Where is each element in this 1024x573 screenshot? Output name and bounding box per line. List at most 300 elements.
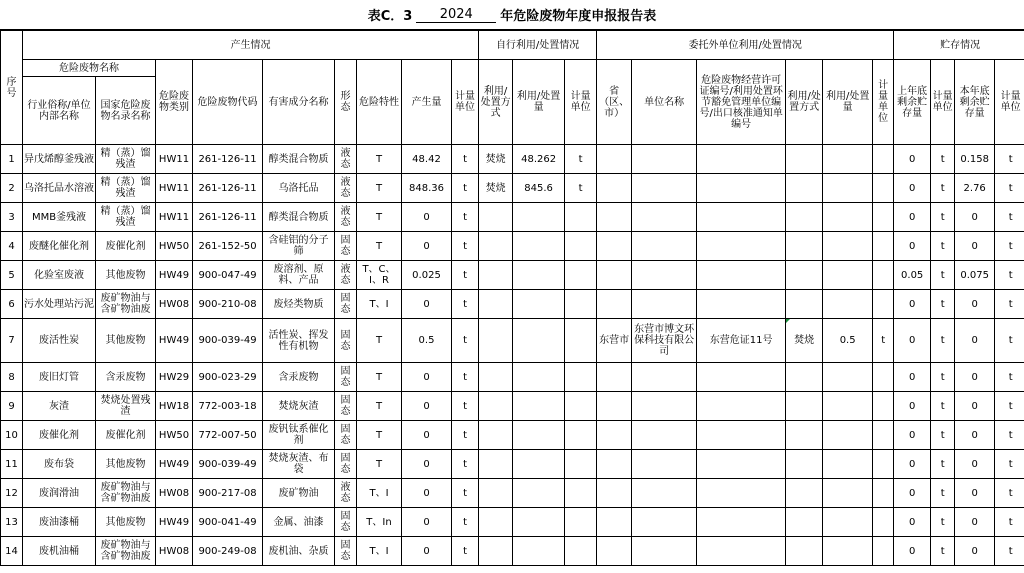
table-cell[interactable] bbox=[632, 479, 697, 508]
table-cell[interactable]: 醇类混合物质 bbox=[263, 145, 335, 174]
table-cell[interactable]: 0 bbox=[955, 421, 995, 450]
table-cell[interactable] bbox=[597, 261, 632, 290]
table-cell[interactable]: 900-039-49 bbox=[193, 450, 263, 479]
table-cell[interactable]: 0 bbox=[894, 421, 931, 450]
table-cell[interactable] bbox=[873, 392, 894, 421]
table-cell[interactable]: 0 bbox=[894, 508, 931, 537]
table-cell[interactable]: 772-007-50 bbox=[193, 421, 263, 450]
table-cell[interactable] bbox=[513, 232, 565, 261]
table-cell[interactable]: t bbox=[452, 537, 479, 566]
table-cell[interactable]: 0 bbox=[402, 290, 452, 319]
table-cell[interactable] bbox=[873, 290, 894, 319]
table-cell[interactable] bbox=[873, 421, 894, 450]
table-cell[interactable]: 900-249-08 bbox=[193, 537, 263, 566]
table-cell[interactable] bbox=[873, 508, 894, 537]
table-cell[interactable] bbox=[786, 203, 823, 232]
table-cell[interactable]: HW08 bbox=[156, 479, 193, 508]
table-cell[interactable] bbox=[479, 537, 513, 566]
table-cell[interactable] bbox=[479, 392, 513, 421]
table-cell[interactable] bbox=[479, 261, 513, 290]
table-cell[interactable]: t bbox=[452, 392, 479, 421]
table-cell[interactable]: 1 bbox=[1, 145, 23, 174]
table-cell[interactable]: 0 bbox=[955, 203, 995, 232]
table-cell[interactable] bbox=[597, 203, 632, 232]
table-cell[interactable]: 2 bbox=[1, 174, 23, 203]
table-cell[interactable]: T bbox=[357, 450, 402, 479]
table-cell[interactable]: 废矿物油与含矿物油废 bbox=[96, 537, 156, 566]
table-cell[interactable]: 900-041-49 bbox=[193, 508, 263, 537]
table-cell[interactable]: t bbox=[995, 232, 1024, 261]
table-cell[interactable]: HW49 bbox=[156, 261, 193, 290]
table-cell[interactable]: 固态 bbox=[335, 392, 357, 421]
table-cell[interactable]: T、I bbox=[357, 290, 402, 319]
table-cell[interactable]: t bbox=[452, 232, 479, 261]
table-cell[interactable]: HW49 bbox=[156, 450, 193, 479]
table-cell[interactable] bbox=[513, 203, 565, 232]
table-cell[interactable] bbox=[786, 174, 823, 203]
table-cell[interactable]: 含汞废物 bbox=[263, 363, 335, 392]
table-cell[interactable] bbox=[873, 174, 894, 203]
table-cell[interactable]: 废活性炭 bbox=[23, 319, 96, 363]
table-cell[interactable]: 焚烧灰渣、布袋 bbox=[263, 450, 335, 479]
table-cell[interactable]: 乌洛托品水溶液 bbox=[23, 174, 96, 203]
table-cell[interactable] bbox=[873, 145, 894, 174]
table-cell[interactable] bbox=[565, 290, 597, 319]
table-cell[interactable]: 0 bbox=[955, 319, 995, 363]
table-cell[interactable]: 900-023-29 bbox=[193, 363, 263, 392]
table-cell[interactable] bbox=[632, 261, 697, 290]
table-cell[interactable]: 东营市 bbox=[597, 319, 632, 363]
table-cell[interactable]: 0 bbox=[402, 203, 452, 232]
table-cell[interactable] bbox=[632, 508, 697, 537]
table-cell[interactable]: 0.05 bbox=[894, 261, 931, 290]
table-cell[interactable]: 848.36 bbox=[402, 174, 452, 203]
table-cell[interactable]: t bbox=[995, 421, 1024, 450]
table-cell[interactable]: t bbox=[452, 203, 479, 232]
table-cell[interactable] bbox=[513, 537, 565, 566]
table-cell[interactable]: t bbox=[565, 174, 597, 203]
table-cell[interactable]: 东营市博文环保科技有限公司 bbox=[632, 319, 697, 363]
table-cell[interactable] bbox=[823, 290, 873, 319]
table-cell[interactable] bbox=[632, 450, 697, 479]
table-cell[interactable]: t bbox=[995, 537, 1024, 566]
table-cell[interactable] bbox=[597, 363, 632, 392]
table-cell[interactable] bbox=[565, 261, 597, 290]
table-cell[interactable] bbox=[873, 261, 894, 290]
table-cell[interactable]: 900-217-08 bbox=[193, 479, 263, 508]
table-cell[interactable]: t bbox=[452, 261, 479, 290]
table-cell[interactable]: 废矿物油与含矿物油废 bbox=[96, 290, 156, 319]
table-cell[interactable] bbox=[597, 508, 632, 537]
table-cell[interactable]: t bbox=[452, 145, 479, 174]
table-cell[interactable] bbox=[873, 363, 894, 392]
table-cell[interactable] bbox=[786, 363, 823, 392]
table-cell[interactable]: 0 bbox=[894, 319, 931, 363]
table-cell[interactable]: t bbox=[995, 479, 1024, 508]
table-cell[interactable] bbox=[697, 203, 786, 232]
table-cell[interactable]: HW18 bbox=[156, 392, 193, 421]
table-cell[interactable] bbox=[565, 479, 597, 508]
table-cell[interactable] bbox=[786, 261, 823, 290]
table-cell[interactable]: 固态 bbox=[335, 421, 357, 450]
table-cell[interactable]: t bbox=[931, 232, 955, 261]
table-cell[interactable] bbox=[479, 363, 513, 392]
table-cell[interactable]: t bbox=[565, 145, 597, 174]
table-cell[interactable]: 废烃类物质 bbox=[263, 290, 335, 319]
table-cell[interactable]: 0 bbox=[402, 392, 452, 421]
table-cell[interactable]: t bbox=[452, 421, 479, 450]
table-cell[interactable] bbox=[513, 261, 565, 290]
table-cell[interactable]: t bbox=[931, 203, 955, 232]
table-cell[interactable]: 固态 bbox=[335, 508, 357, 537]
table-cell[interactable]: 废钒钛系催化剂 bbox=[263, 421, 335, 450]
table-cell[interactable]: t bbox=[931, 145, 955, 174]
table-cell[interactable] bbox=[786, 479, 823, 508]
table-cell[interactable] bbox=[513, 290, 565, 319]
table-cell[interactable] bbox=[479, 232, 513, 261]
table-cell[interactable] bbox=[697, 290, 786, 319]
table-cell[interactable]: HW08 bbox=[156, 537, 193, 566]
table-cell[interactable]: t bbox=[995, 290, 1024, 319]
table-cell[interactable]: 6 bbox=[1, 290, 23, 319]
table-cell[interactable] bbox=[565, 508, 597, 537]
table-cell[interactable] bbox=[697, 174, 786, 203]
table-cell[interactable]: HW11 bbox=[156, 145, 193, 174]
table-cell[interactable]: 900-047-49 bbox=[193, 261, 263, 290]
table-cell[interactable]: 0 bbox=[955, 290, 995, 319]
table-cell[interactable]: 焚烧 bbox=[479, 174, 513, 203]
table-cell[interactable] bbox=[823, 450, 873, 479]
table-cell[interactable]: 含硅铝的分子筛 bbox=[263, 232, 335, 261]
table-cell[interactable] bbox=[597, 450, 632, 479]
table-cell[interactable]: 废润滑油 bbox=[23, 479, 96, 508]
table-cell[interactable]: t bbox=[452, 508, 479, 537]
table-cell[interactable] bbox=[513, 363, 565, 392]
table-cell[interactable]: t bbox=[995, 174, 1024, 203]
table-cell[interactable]: t bbox=[931, 290, 955, 319]
table-cell[interactable]: 废布袋 bbox=[23, 450, 96, 479]
table-cell[interactable]: 异戊烯醇釜残液 bbox=[23, 145, 96, 174]
table-cell[interactable]: 13 bbox=[1, 508, 23, 537]
table-cell[interactable] bbox=[873, 450, 894, 479]
table-cell[interactable] bbox=[565, 232, 597, 261]
table-cell[interactable]: 废醚化催化剂 bbox=[23, 232, 96, 261]
table-cell[interactable]: HW08 bbox=[156, 290, 193, 319]
table-cell[interactable] bbox=[873, 232, 894, 261]
table-cell[interactable]: 0.075 bbox=[955, 261, 995, 290]
table-cell[interactable]: 0 bbox=[402, 537, 452, 566]
table-cell[interactable] bbox=[697, 421, 786, 450]
table-cell[interactable]: 固态 bbox=[335, 537, 357, 566]
table-cell[interactable] bbox=[565, 537, 597, 566]
table-cell[interactable] bbox=[565, 450, 597, 479]
table-cell[interactable]: HW11 bbox=[156, 174, 193, 203]
table-cell[interactable]: 0 bbox=[402, 363, 452, 392]
table-cell[interactable]: 0 bbox=[955, 232, 995, 261]
table-cell[interactable] bbox=[873, 537, 894, 566]
table-cell[interactable]: t bbox=[995, 508, 1024, 537]
table-cell[interactable]: T、I bbox=[357, 479, 402, 508]
table-cell[interactable]: 0 bbox=[894, 537, 931, 566]
table-cell[interactable] bbox=[786, 421, 823, 450]
table-cell[interactable]: 48.262 bbox=[513, 145, 565, 174]
table-cell[interactable] bbox=[479, 203, 513, 232]
table-cell[interactable]: 14 bbox=[1, 537, 23, 566]
table-cell[interactable]: 含汞废物 bbox=[96, 363, 156, 392]
table-cell[interactable] bbox=[632, 392, 697, 421]
table-cell[interactable] bbox=[823, 174, 873, 203]
table-cell[interactable] bbox=[697, 479, 786, 508]
table-cell[interactable]: 焚烧 bbox=[479, 145, 513, 174]
table-cell[interactable]: 液态 bbox=[335, 145, 357, 174]
table-cell[interactable]: 其他废物 bbox=[96, 508, 156, 537]
table-cell[interactable] bbox=[632, 363, 697, 392]
table-cell[interactable]: HW29 bbox=[156, 363, 193, 392]
table-cell[interactable]: T bbox=[357, 319, 402, 363]
table-cell[interactable] bbox=[597, 537, 632, 566]
table-cell[interactable] bbox=[786, 450, 823, 479]
table-cell[interactable]: 废矿物油 bbox=[263, 479, 335, 508]
table-cell[interactable]: 9 bbox=[1, 392, 23, 421]
table-cell[interactable]: t bbox=[931, 174, 955, 203]
table-cell[interactable]: T、C、I、R bbox=[357, 261, 402, 290]
table-cell[interactable]: 废旧灯管 bbox=[23, 363, 96, 392]
table-cell[interactable]: HW49 bbox=[156, 508, 193, 537]
table-cell[interactable]: 0 bbox=[894, 479, 931, 508]
table-cell[interactable] bbox=[697, 363, 786, 392]
table-cell[interactable]: 261-126-11 bbox=[193, 203, 263, 232]
table-cell[interactable] bbox=[597, 421, 632, 450]
table-cell[interactable] bbox=[632, 232, 697, 261]
table-cell[interactable]: 其他废物 bbox=[96, 450, 156, 479]
table-cell[interactable] bbox=[697, 232, 786, 261]
table-cell[interactable]: HW11 bbox=[156, 203, 193, 232]
table-cell[interactable]: 废溶剂、原料、产品 bbox=[263, 261, 335, 290]
table-cell[interactable] bbox=[697, 145, 786, 174]
table-cell[interactable]: MMB釜残液 bbox=[23, 203, 96, 232]
table-cell[interactable]: 0 bbox=[955, 450, 995, 479]
table-cell[interactable]: 900-210-08 bbox=[193, 290, 263, 319]
table-cell[interactable]: 精（蒸）馏残渣 bbox=[96, 174, 156, 203]
table-cell[interactable]: 5 bbox=[1, 261, 23, 290]
table-cell[interactable]: 0.5 bbox=[402, 319, 452, 363]
table-cell[interactable] bbox=[632, 174, 697, 203]
table-cell[interactable]: 2.76 bbox=[955, 174, 995, 203]
table-cell[interactable]: 11 bbox=[1, 450, 23, 479]
table-cell[interactable]: HW50 bbox=[156, 232, 193, 261]
table-cell[interactable]: 0 bbox=[894, 392, 931, 421]
table-cell[interactable]: t bbox=[995, 203, 1024, 232]
table-cell[interactable]: t bbox=[931, 392, 955, 421]
table-cell[interactable]: 醇类混合物质 bbox=[263, 203, 335, 232]
table-cell[interactable] bbox=[597, 174, 632, 203]
table-cell[interactable]: 其他废物 bbox=[96, 261, 156, 290]
table-cell[interactable]: 废机油、杂质 bbox=[263, 537, 335, 566]
table-cell[interactable]: t bbox=[931, 363, 955, 392]
table-cell[interactable]: 化验室废液 bbox=[23, 261, 96, 290]
table-cell[interactable] bbox=[823, 261, 873, 290]
table-cell[interactable]: 液态 bbox=[335, 203, 357, 232]
table-cell[interactable] bbox=[632, 290, 697, 319]
table-cell[interactable]: 0 bbox=[955, 508, 995, 537]
table-cell[interactable]: 0 bbox=[955, 537, 995, 566]
table-cell[interactable] bbox=[697, 261, 786, 290]
table-cell[interactable]: 3 bbox=[1, 203, 23, 232]
table-cell[interactable]: 污水处理站污泥 bbox=[23, 290, 96, 319]
table-cell[interactable] bbox=[479, 508, 513, 537]
table-cell[interactable]: 900-039-49 bbox=[193, 319, 263, 363]
table-cell[interactable]: 0 bbox=[955, 363, 995, 392]
table-cell[interactable]: 0 bbox=[894, 232, 931, 261]
table-cell[interactable] bbox=[697, 537, 786, 566]
table-cell[interactable]: 845.6 bbox=[513, 174, 565, 203]
table-cell[interactable]: 液态 bbox=[335, 174, 357, 203]
table-cell[interactable]: 8 bbox=[1, 363, 23, 392]
table-cell[interactable] bbox=[697, 508, 786, 537]
table-cell[interactable]: 0 bbox=[894, 174, 931, 203]
table-cell[interactable] bbox=[565, 421, 597, 450]
table-cell[interactable]: t bbox=[452, 479, 479, 508]
table-cell[interactable] bbox=[597, 232, 632, 261]
table-cell[interactable] bbox=[479, 450, 513, 479]
table-cell[interactable]: t bbox=[931, 421, 955, 450]
table-cell[interactable]: 其他废物 bbox=[96, 319, 156, 363]
table-cell[interactable] bbox=[513, 392, 565, 421]
table-cell[interactable]: 0 bbox=[894, 203, 931, 232]
table-cell[interactable]: 焚烧灰渣 bbox=[263, 392, 335, 421]
table-cell[interactable]: t bbox=[931, 261, 955, 290]
table-cell[interactable]: t bbox=[452, 290, 479, 319]
table-cell[interactable] bbox=[597, 145, 632, 174]
table-cell[interactable] bbox=[632, 537, 697, 566]
table-cell[interactable]: 12 bbox=[1, 479, 23, 508]
table-cell[interactable]: t bbox=[931, 450, 955, 479]
table-cell[interactable] bbox=[565, 203, 597, 232]
table-cell[interactable] bbox=[513, 508, 565, 537]
table-cell[interactable]: t bbox=[995, 319, 1024, 363]
table-cell[interactable]: 0 bbox=[894, 450, 931, 479]
table-cell[interactable]: 10 bbox=[1, 421, 23, 450]
table-cell[interactable]: T bbox=[357, 203, 402, 232]
table-cell[interactable]: T bbox=[357, 421, 402, 450]
table-cell[interactable] bbox=[632, 203, 697, 232]
table-cell[interactable] bbox=[823, 363, 873, 392]
table-cell[interactable] bbox=[565, 319, 597, 363]
table-cell[interactable]: 0.5 bbox=[823, 319, 873, 363]
table-cell[interactable]: t bbox=[995, 450, 1024, 479]
table-cell[interactable]: t bbox=[995, 392, 1024, 421]
table-cell[interactable] bbox=[479, 421, 513, 450]
table-cell[interactable]: T bbox=[357, 174, 402, 203]
table-cell[interactable] bbox=[823, 421, 873, 450]
table-cell[interactable] bbox=[786, 537, 823, 566]
table-cell[interactable] bbox=[823, 508, 873, 537]
table-cell[interactable] bbox=[632, 145, 697, 174]
table-cell[interactable]: 固态 bbox=[335, 232, 357, 261]
table-cell[interactable]: T bbox=[357, 392, 402, 421]
table-cell[interactable] bbox=[479, 319, 513, 363]
table-cell[interactable]: 0 bbox=[894, 363, 931, 392]
table-cell[interactable] bbox=[513, 421, 565, 450]
table-cell[interactable]: 0 bbox=[894, 290, 931, 319]
table-cell[interactable]: 固态 bbox=[335, 319, 357, 363]
table-cell[interactable] bbox=[823, 392, 873, 421]
table-cell[interactable] bbox=[597, 392, 632, 421]
table-cell[interactable]: t bbox=[931, 319, 955, 363]
table-cell[interactable] bbox=[565, 363, 597, 392]
table-cell[interactable] bbox=[786, 508, 823, 537]
table-cell[interactable]: 0 bbox=[402, 421, 452, 450]
table-cell[interactable]: 261-152-50 bbox=[193, 232, 263, 261]
table-cell[interactable]: 乌洛托品 bbox=[263, 174, 335, 203]
table-cell[interactable] bbox=[697, 450, 786, 479]
table-cell[interactable]: 废矿物油与含矿物油废 bbox=[96, 479, 156, 508]
table-cell[interactable] bbox=[632, 421, 697, 450]
table-cell[interactable]: 4 bbox=[1, 232, 23, 261]
table-cell[interactable]: HW50 bbox=[156, 421, 193, 450]
table-cell[interactable]: 0 bbox=[402, 232, 452, 261]
table-cell[interactable]: 0 bbox=[402, 508, 452, 537]
table-cell[interactable]: 固态 bbox=[335, 363, 357, 392]
table-cell[interactable] bbox=[823, 479, 873, 508]
table-cell[interactable]: T bbox=[357, 145, 402, 174]
table-cell[interactable]: 废油漆桶 bbox=[23, 508, 96, 537]
table-cell[interactable] bbox=[873, 203, 894, 232]
table-cell[interactable] bbox=[873, 479, 894, 508]
table-cell[interactable]: 0 bbox=[402, 450, 452, 479]
table-cell[interactable]: t bbox=[931, 508, 955, 537]
table-cell[interactable]: 精（蒸）馏残渣 bbox=[96, 203, 156, 232]
table-cell[interactable]: t bbox=[995, 363, 1024, 392]
table-cell[interactable]: 48.42 bbox=[402, 145, 452, 174]
table-cell[interactable]: 废催化剂 bbox=[23, 421, 96, 450]
table-cell[interactable]: T bbox=[357, 232, 402, 261]
table-cell[interactable]: 固态 bbox=[335, 290, 357, 319]
table-cell[interactable] bbox=[823, 145, 873, 174]
table-cell[interactable]: t bbox=[995, 261, 1024, 290]
table-cell[interactable]: 0 bbox=[955, 479, 995, 508]
table-cell[interactable]: t bbox=[452, 319, 479, 363]
table-cell[interactable]: 废催化剂 bbox=[96, 421, 156, 450]
table-cell[interactable]: 0.158 bbox=[955, 145, 995, 174]
table-cell[interactable] bbox=[513, 450, 565, 479]
table-cell[interactable] bbox=[697, 392, 786, 421]
table-cell[interactable] bbox=[513, 479, 565, 508]
table-cell[interactable]: 金属、油漆 bbox=[263, 508, 335, 537]
table-cell[interactable]: HW49 bbox=[156, 319, 193, 363]
table-cell[interactable] bbox=[597, 290, 632, 319]
table-cell[interactable] bbox=[786, 232, 823, 261]
table-cell[interactable]: t bbox=[873, 319, 894, 363]
table-cell[interactable]: 0 bbox=[955, 392, 995, 421]
table-cell[interactable] bbox=[479, 479, 513, 508]
table-cell[interactable]: 772-003-18 bbox=[193, 392, 263, 421]
table-cell[interactable]: t bbox=[452, 363, 479, 392]
table-cell[interactable] bbox=[479, 290, 513, 319]
table-cell[interactable]: T bbox=[357, 363, 402, 392]
table-cell[interactable]: T、I bbox=[357, 537, 402, 566]
table-cell[interactable]: t bbox=[931, 537, 955, 566]
table-cell[interactable]: 液态 bbox=[335, 479, 357, 508]
table-cell[interactable]: t bbox=[995, 145, 1024, 174]
table-cell[interactable]: 东营危证11号 bbox=[697, 319, 786, 363]
table-cell[interactable] bbox=[786, 290, 823, 319]
table-cell[interactable]: 焚烧处置残渣 bbox=[96, 392, 156, 421]
table-cell[interactable]: 焚烧 bbox=[786, 319, 823, 363]
table-cell[interactable]: 261-126-11 bbox=[193, 145, 263, 174]
table-cell[interactable]: 0 bbox=[402, 479, 452, 508]
table-cell[interactable]: t bbox=[452, 450, 479, 479]
